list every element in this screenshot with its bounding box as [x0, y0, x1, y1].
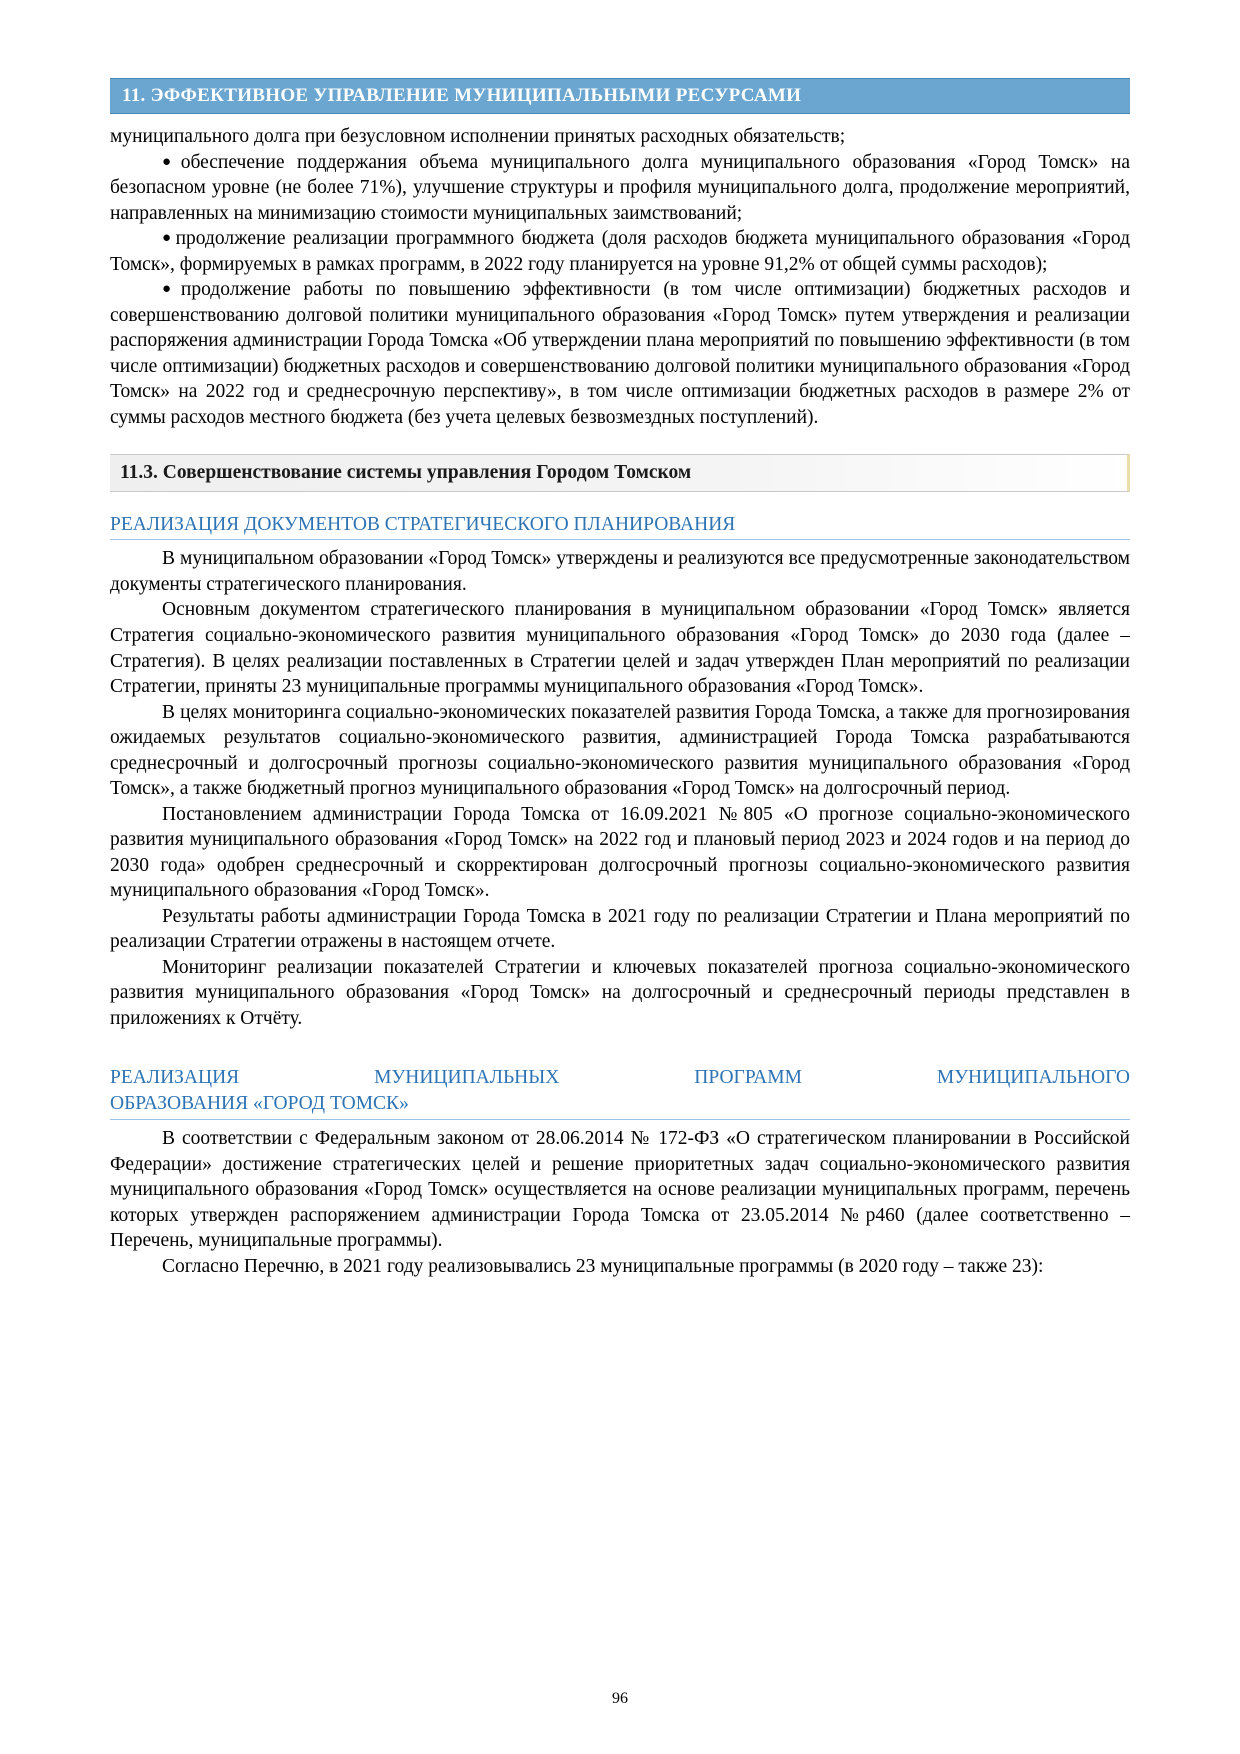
subsection-heading-strategic-planning-text: РЕАЛИЗАЦИЯ ДОКУМЕНТОВ СТРАТЕГИЧЕСКОГО ПЛАНИРОВАНИЯ: [110, 514, 736, 536]
section-header-bar: [110, 454, 1130, 492]
paragraph-1-6: Мониторинг реализации показателей Стратегии и ключевых показателей прогноза социально-экономического развития муниципального образования «Город Томск» на долгосрочный и среднесрочный периоды представлен в приложениях к Отчёту.: [110, 956, 1130, 1029]
paragraph-2-2: Согласно Перечню, в 2021 году реализовывались 23 муниципальные программы (в 2020 году – также 23):: [162, 1255, 1044, 1277]
paragraph-1-1: В муниципальном образовании «Город Томск» утверждены и реализуются все предусмотренные законодательством документы стратегического планирования.: [110, 548, 1130, 595]
bullet-item-2: [110, 226, 1130, 277]
bullet-point-icon: ●: [162, 230, 174, 247]
continuation-paragraph: муниципального долга при безусловном исполнении принятых расходных обязательств;: [110, 126, 846, 147]
subsection-heading-municipal-programs: [110, 1065, 1130, 1120]
bullet-item-3: [110, 277, 1130, 430]
paragraph-1-5: Результаты работы администрации Города Томска в 2021 году по реализации Стратегии и Плана мероприятий по реализации Стратегии отражены в настоящем отчете.: [110, 905, 1130, 953]
subsection-heading-strategic-planning: [110, 514, 1130, 540]
chapter-banner-title: 11. ЭФФЕКТИВНОЕ УПРАВЛЕНИЕ МУНИЦИПАЛЬНЫМИ РЕСУРСАМИ: [122, 85, 802, 106]
section-header-title: 11.3. Совершенствование системы управления Городом Томском: [120, 462, 692, 484]
page-number: 96: [612, 1690, 628, 1707]
paragraph-1-3: В целях мониторинга социально-экономических показателей развития Города Томска, а также для прогнозирования ожидаемых результатов социально-экономического развития, администрацией Города Томска разрабатываются среднесрочный и долгосрочный прогнозы социально-экономического развития муниципального образования «Город Томск», а также бюджетный прогноз муниципального образования «Город Томск» на долгосрочный период.: [110, 701, 1130, 800]
bullet-point-icon: ●: [162, 281, 179, 298]
chapter-banner: [110, 78, 1130, 114]
bullet-point-icon: ●: [162, 153, 179, 170]
subsection-heading-municipal-programs-line1: РЕАЛИЗАЦИЯ МУНИЦИПАЛЬНЫХ ПРОГРАММ МУНИЦИПАЛЬНОГО: [110, 1067, 1130, 1089]
paragraph-1-2: Основным документом стратегического планирования в муниципальном образовании «Город Томск» является Стратегия социально-экономического развития муниципального образования «Город Томск» до 2030 года (далее – Стратегия). В целях реализации поставленных в Стратегии целей и задач утвержден План мероприятий по реализации Стратегии, приняты 23 муниципальные программы муниципального образования «Город Томск».: [110, 599, 1130, 698]
bullet-item-1-text: обеспечение поддержания объема муниципального долга муниципального образования «Город Томск» на безопасном уровне (не более 71%), улучшение структуры и профиля муниципального долга, продолжение мероприятий, направленных на минимизацию стоимости муниципальных заимствований;: [110, 151, 1130, 224]
paragraph-2-1: В соответствии с Федеральным законом от 28.06.2014 № 172-ФЗ «О стратегическом планировании в Российской Федерации» достижение стратегических целей и решение приоритетных задач социально-экономического развития муниципального образования «Город Томск» осуществляется на основе реализации муниципальных программ, перечень которых утвержден распоряжением администрации Города Томска от 23.05.2014 №р460 (далее соответственно – Перечень, муниципальные программы).: [110, 1128, 1130, 1252]
bullet-item-2-text: продолжение реализации программного бюджета (доля расходов бюджета муниципального образования «Город Томск», формируемых в рамках программ, в 2022 году планируется на уровне 91,2% от общей суммы расходов);: [110, 228, 1131, 275]
bullet-item-3-text: продолжение работы по повышению эффективности (в том числе оптимизации) бюджетных расходов и совершенствованию долговой политики муниципального образования «Город Томск» путем утверждения и реализации распоряжения администрации Города Томска «Об утверждении плана мероприятий по повышению эффективности (в том числе оптимизации) бюджетных расходов и совершенствованию долговой политики муниципального образования «Город Томск» на 2022 год и среднесрочную перспективу», в том числе оптимизации бюджетных расходов в размере 2% от суммы расходов местного бюджета (без учета целевых безвозмездных поступлений).: [110, 279, 1131, 428]
paragraph-1-4: Постановлением администрации Города Томска от 16.09.2021 №805 «О прогнозе социально-экономического развития муниципального образования «Город Томск» на 2022 год и плановый период 2023 и 2024 годов и на период до 2030 года» одобрен среднесрочный и скорректирован долгосрочный прогнозы социально-экономического развития муниципального образования «Город Томск».: [110, 803, 1130, 902]
subsection-heading-municipal-programs-line2: ОБРАЗОВАНИЯ «ГОРОД ТОМСК»: [110, 1092, 409, 1114]
bullet-item-1: [110, 150, 1130, 227]
